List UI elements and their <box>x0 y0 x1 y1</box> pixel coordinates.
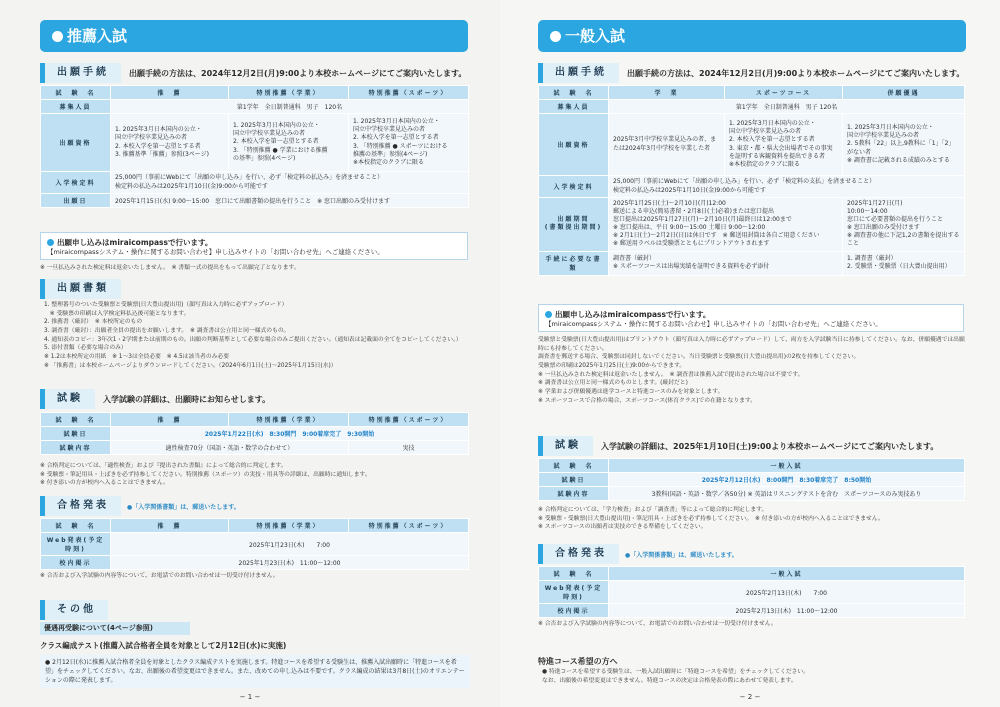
apply-label: 出願手続 <box>538 63 619 83</box>
exam-notes: ※ 合格判定については、「適性検査」および『提出された書類』によって総合的に判定します。 ※ 受験票・筆記用具・上ばきを必ず持参してください。特別推薦（スポーツ）の実技・用具等の詳細は、出願時に通知します。 ※ 付き添いの方が校内へ入ることはできません。 <box>40 463 371 487</box>
tokushin-text: ● 特進コースを希望する受験生は、一般入試出願時に「特進コースを希望」をチェックしてください。 なお、出願後の希望変更はできません。特進コースの決定は合格発表の際にあわせて発表します。 <box>542 669 810 684</box>
row-label-qual: 出願資格 <box>41 114 111 172</box>
qual-sports: 1. 2025年3月日本国内の公立・ 国立中学校卒業見込みの者 2. 本校入学を第一志望とする者 3. 「特別推薦 ● スポーツにおける 推薦の基準」参照(4ページ) ※本校指定のクラブに限る <box>349 114 469 172</box>
th-sports: スポーツコース <box>725 86 843 100</box>
exam-label: 試験 <box>40 389 95 409</box>
bullet-icon <box>47 239 54 246</box>
other-sub: 優遇再受験について(4ページ参照) <box>40 622 190 635</box>
docs-heading <box>40 279 121 299</box>
apply-heading <box>538 63 964 83</box>
row-label-fee: 入学検定料 <box>41 172 111 194</box>
row-label-web: Web発表(予定時刻) <box>41 533 111 556</box>
qual-gakugyo: 1. 2025年3月日本国内の公立・ 国立中学校卒業見込みの者 2. 本校入学を第一志望とする者 3. 「特別推薦 ● 学業における推薦 の基準」参照(4ページ) <box>229 114 349 172</box>
row-label-need: 手続に必要な書類 <box>539 251 609 275</box>
apply-table <box>538 85 965 276</box>
th-exam: 試 験 名 <box>41 86 111 100</box>
result-note: ●「入学関係書類」は、郵送いたします。 <box>127 503 240 511</box>
exam-content-b: 実技 <box>349 441 469 455</box>
exam-text: 入学試験の詳細は、出願時にお知らせします。 <box>103 394 271 404</box>
other-label: その他 <box>40 600 108 620</box>
qual-gakugyo: 2025年3月中学校卒業見込みの者、または2024年3月中学校を卒業した者 <box>609 114 725 176</box>
bullet-icon <box>550 31 561 42</box>
exam-table <box>538 458 965 501</box>
exam-day-value: 2025年2月12日(水) 8:00開門 8:30着席完了 8:50開始 <box>609 473 965 487</box>
exam-table <box>40 412 469 455</box>
mirai-title: 出願申し込みはmiraicompassで行います。 <box>57 238 213 247</box>
fee-note: ※ 一旦払込みされた検定料は返金いたしません。 ※ 書類一式の提出をもって出願完了となります。 <box>40 265 300 271</box>
row-label-date: 出願日 <box>41 194 111 208</box>
exam-content: 3教科(国語・英語・数学／各50分) ※ 英語はリスニングテストを含む スポーツコースのみ実技あり <box>609 487 965 501</box>
apply-heading <box>40 63 466 83</box>
result-heading <box>538 544 738 564</box>
web-value: 2025年2月13日(木) 7:00 <box>609 581 965 604</box>
th-ippan: 一般入試 <box>609 567 965 581</box>
fee-value: 25,000円（事前にWebにて「出願の申し込み」を行い、必ず「検定料の支払」を済ませること） 検定料の払込みは2025年1月10日(金)9:00から可能です <box>609 176 965 198</box>
th-sports: 特別推薦（スポーツ） <box>349 86 469 100</box>
qual-suisen: 1. 2025年3月日本国内の公立・ 国立中学校卒業見込みの者 2. 本校入学を第一志望とする者 3. 推薦基準「推薦」参照(3ページ) <box>111 114 229 172</box>
row-label-content: 試験内容 <box>539 487 609 501</box>
result-label: 合格発表 <box>538 544 619 564</box>
apply-notes: 受験票と受験票(日大豊山提出用)はプリントアウト（顔写真は入力時に必ずアップロード）して、両方を入学試験当日に持参してください。なお、併願優遇では出願時にも持参してください。 調査書を郵送する場合、受験票は同封しないでください。当日受験票と受験票(日大豊山提出用)の2枚を持参してください。 受験票の印刷は2025年1月25日(土)9:00からできます。 ※ 一旦払込みされた検定料は返金いたしません。 ※ 調査書は推薦入試で提出された場合は不要です。 ※ 調査書は公立用と同一様式のものとします。(厳封だと) ※ 学業および併願優遇は進学コースと特進コースのみを対象とします。 ※ スポーツコースで合格の場合、スポーツコース(体育クラス)での在籍となります。 <box>538 337 965 404</box>
miraicompass-box <box>538 304 964 332</box>
result-foot: ※ 合否および入学試験の内容等について、お電話でのお問い合わせは一切受け付けません。 <box>40 573 279 579</box>
apply-text: 出願手続の方法は、2024年12月2日(月)9:00より本校ホームページにてご案内いたします。 <box>129 68 467 78</box>
exam-content-a: 適性検査70分（国語・英語・数学の合わせて） <box>111 441 349 455</box>
result-foot: ※ 合否および入学試験の内容等について、お電話でのお問い合わせは一切受け付けません。 <box>538 621 777 627</box>
bullet-icon <box>545 311 552 318</box>
row-label-recruit: 募集人員 <box>41 100 111 114</box>
row-label-day: 試験日 <box>539 473 609 487</box>
row-label-fee: 入学検定料 <box>539 176 609 198</box>
docs-list: 1. 整理番号のついた受験票と受験票(日大豊山提出用)（顔写真は入力時に必ずアップロード） ※ 受験票の印刷は入学検定料払込後可能となります。 2. 推薦書（厳封） ※ 本校所定のもの 3. 調査書（厳封）：出願者全員の提出をお願いします。 ※ 調査書は公立用と同一様式のもの。 4. 通知表のコピー：3年次1・2学期または前期のもの。出願の判断基準として必要な場合のみご提出ください。（通知表は記載面の全てをコピーしてください。） 5. 添付書類（必要な場合のみ） ※ 1.2は本校所定の用紙 ※ 1〜3は全員必要 ※ 4.5は該当者のみ必要 ※ 「推薦書」は本校ホームページよりダウンロードしてください。（2024年6月1日(土)〜2025年1月15日(水)） <box>44 302 462 369</box>
th-sports: 特別推薦（スポーツ） <box>349 519 469 533</box>
th-ippan: 一般入試 <box>609 459 965 473</box>
apply-table <box>40 85 469 208</box>
board-value: 2025年2月13日(木) 11:00〜12:00 <box>609 604 965 618</box>
date-value: 2025年1月15日(水) 9:00〜15:00 窓口にて出願書類の提出を行うこと ※ 窓口出願のみ受付けます <box>111 194 469 208</box>
recruit-value: 第1学年 全日制普通科 男子 120名 <box>111 100 469 114</box>
web-value: 2025年1月23日(木) 7:00 <box>111 533 469 556</box>
exam-day-value: 2025年1月22日(水) 8:30開門 9:00着席完了 9:30開始 <box>111 427 469 441</box>
row-label-day: 試験日 <box>41 427 111 441</box>
section-banner-suisen <box>40 20 468 52</box>
mirai-text: 【miraicompassシステム・操作に関するお問い合わせ】申し込みサイトの「お問い合わせ先」へご連絡ください。 <box>545 320 882 329</box>
th-gakugyo: 特別推薦（学業） <box>229 413 349 427</box>
other-heading <box>40 600 108 620</box>
fee-value: 25,000円（事前にWebにて「出願の申し込み」を行い、必ず「検定料の払込み」を済ませること） 検定料の払込みは2025年1月10日(金)9:00から可能です <box>111 172 469 194</box>
th-suisen: 推 薦 <box>111 413 229 427</box>
exam-text: 入学試験の詳細は、2025年1月10日(土)9:00より本校ホームページにてご案内いたします。 <box>601 441 939 451</box>
period-a: 2025年1月25日(土)〜2月10日(月)12:00 郵送による申込(簡易書留・2月8日(土)必着)または窓口提出 窓口提出は2025年1月27日(月)〜2月10日(月)最終日は12:00まで ※ 窓口提出は、平日 9:00〜15:00 土曜日 9:00〜12:00 ※ 2月1日(土)〜2月2日(日)は休日です ※ 郵送用封筒は各自ご用意ください ※ 郵送用ラベルは受験票とともにプリントアウトされます <box>609 198 843 252</box>
need-a: 調査書（厳封） ※ スポーツコースは出場実績を証明できる資料を必ず添付 <box>609 251 843 275</box>
section-banner-ippan <box>538 20 966 52</box>
row-label-board: 校内掲示 <box>41 556 111 570</box>
docs-label: 出願書類 <box>40 279 121 299</box>
mirai-title: 出願申し込みはmiraicompassで行います。 <box>555 310 711 319</box>
row-label-period: 出願期間 (書類提出期間) <box>539 198 609 252</box>
need-b: 1. 調査書（厳封） 2. 受験票・受験票（日大豊山提出用） <box>843 251 965 275</box>
mirai-text: 【miraicompassシステム・操作に関するお問い合わせ】申し込みサイトの「お問い合わせ先」へご連絡ください。 <box>47 248 384 257</box>
exam-label: 試験 <box>538 436 593 456</box>
th-exam: 試 験 名 <box>41 413 111 427</box>
th-heigan: 併願優遇 <box>843 86 965 100</box>
page-number: − 2 − <box>739 693 761 701</box>
th-exam: 試 験 名 <box>539 86 609 100</box>
row-label-board: 校内掲示 <box>539 604 609 618</box>
row-label-content: 試験内容 <box>41 441 111 455</box>
th-gakugyo: 学 業 <box>609 86 725 100</box>
class-test-text: ● 2月12日(水)に推薦入試合格者全員を対象としたクラス編成テストを実施します。特進コースを希望する受験生は、推薦入試出願時に「特進コースを希望」をチェックしてください。なお、出願後の希望変更はできません。また、改めての申し込みは不要です。クラス編成の結果は3月8日(土)のオリエンテーションの際に発表します。 <box>40 655 470 688</box>
th-suisen: 推 薦 <box>111 86 229 100</box>
exam-heading <box>40 389 270 409</box>
th-gakugyo: 特別推薦（学業） <box>229 86 349 100</box>
banner-title: 一般入試 <box>565 27 626 45</box>
recruit-value: 第1学年 全日制普通科 男子 120名 <box>609 100 965 114</box>
exam-foot: ※ 合格判定については、「学力検査」および「調査書」等によって総合的に判定します。 ※ 受験票・受験票(日大豊山提出用)・筆記用具・上ばきを必ず持参してください。 ※ 付き添いの方が校内へ入ることはできません。 ※ スポーツコースの出願者は実技のできる準備をしてください。 <box>538 507 884 531</box>
th-exam: 試 験 名 <box>41 519 111 533</box>
result-heading <box>40 496 240 516</box>
result-label: 合格発表 <box>40 496 121 516</box>
page-right <box>500 0 1000 707</box>
th-gakugyo: 特別推薦（学業） <box>229 519 349 533</box>
result-table <box>40 518 469 570</box>
qual-sports: 1. 2025年3月日本国内の公立・ 国立中学校卒業見込みの者 2. 本校入学を第一志望とする者 3. 東京・都・県大会出場者でその事実を証明する客観資料を提出できる者 ※本校指定のクラブに限る <box>725 114 843 176</box>
period-b: 2025年1月27日(月) 10:00〜14:00 窓口にて必要書類の提出を行うこと ※ 窓口出願のみ受付けます ※ 調査書の他に下記1,2の書類を提出すること <box>843 198 965 252</box>
exam-heading <box>538 436 938 456</box>
row-label-recruit: 募集人員 <box>539 100 609 114</box>
th-exam: 試 験 名 <box>539 567 609 581</box>
result-note: ●「入学関係書類」は、郵送いたします。 <box>625 551 738 559</box>
row-label-qual: 出願資格 <box>539 114 609 176</box>
page-number: − 1 − <box>239 693 261 701</box>
th-suisen: 推 薦 <box>111 519 229 533</box>
qual-heigan: 1. 2025年3月日本国内の公立・ 国立中学校卒業見込みの者 2. 5教科「22」以上,9教科に「1」「2」がない者 ※ 調査書に記載される成績のみとする <box>843 114 965 176</box>
class-test-heading: クラス編成テスト(推薦入試合格者全員を対象として2月12日(水)に実施) <box>40 641 287 650</box>
tokushin-heading: 特進コース希望の方へ <box>538 657 618 666</box>
banner-title: 推薦入試 <box>67 27 128 45</box>
th-exam: 試 験 名 <box>539 459 609 473</box>
th-sports: 特別推薦（スポーツ） <box>349 413 469 427</box>
apply-text: 出願手続の方法は、2024年12月2日(月)9:00より本校ホームページにてご案内いたします。 <box>627 68 965 78</box>
apply-label: 出願手続 <box>40 63 121 83</box>
row-label-web: Web発表(予定時刻) <box>539 581 609 604</box>
result-table <box>538 566 965 618</box>
miraicompass-box <box>40 232 468 260</box>
bullet-icon <box>52 31 63 42</box>
board-value: 2025年1月23日(木) 11:00〜12:00 <box>111 556 469 570</box>
